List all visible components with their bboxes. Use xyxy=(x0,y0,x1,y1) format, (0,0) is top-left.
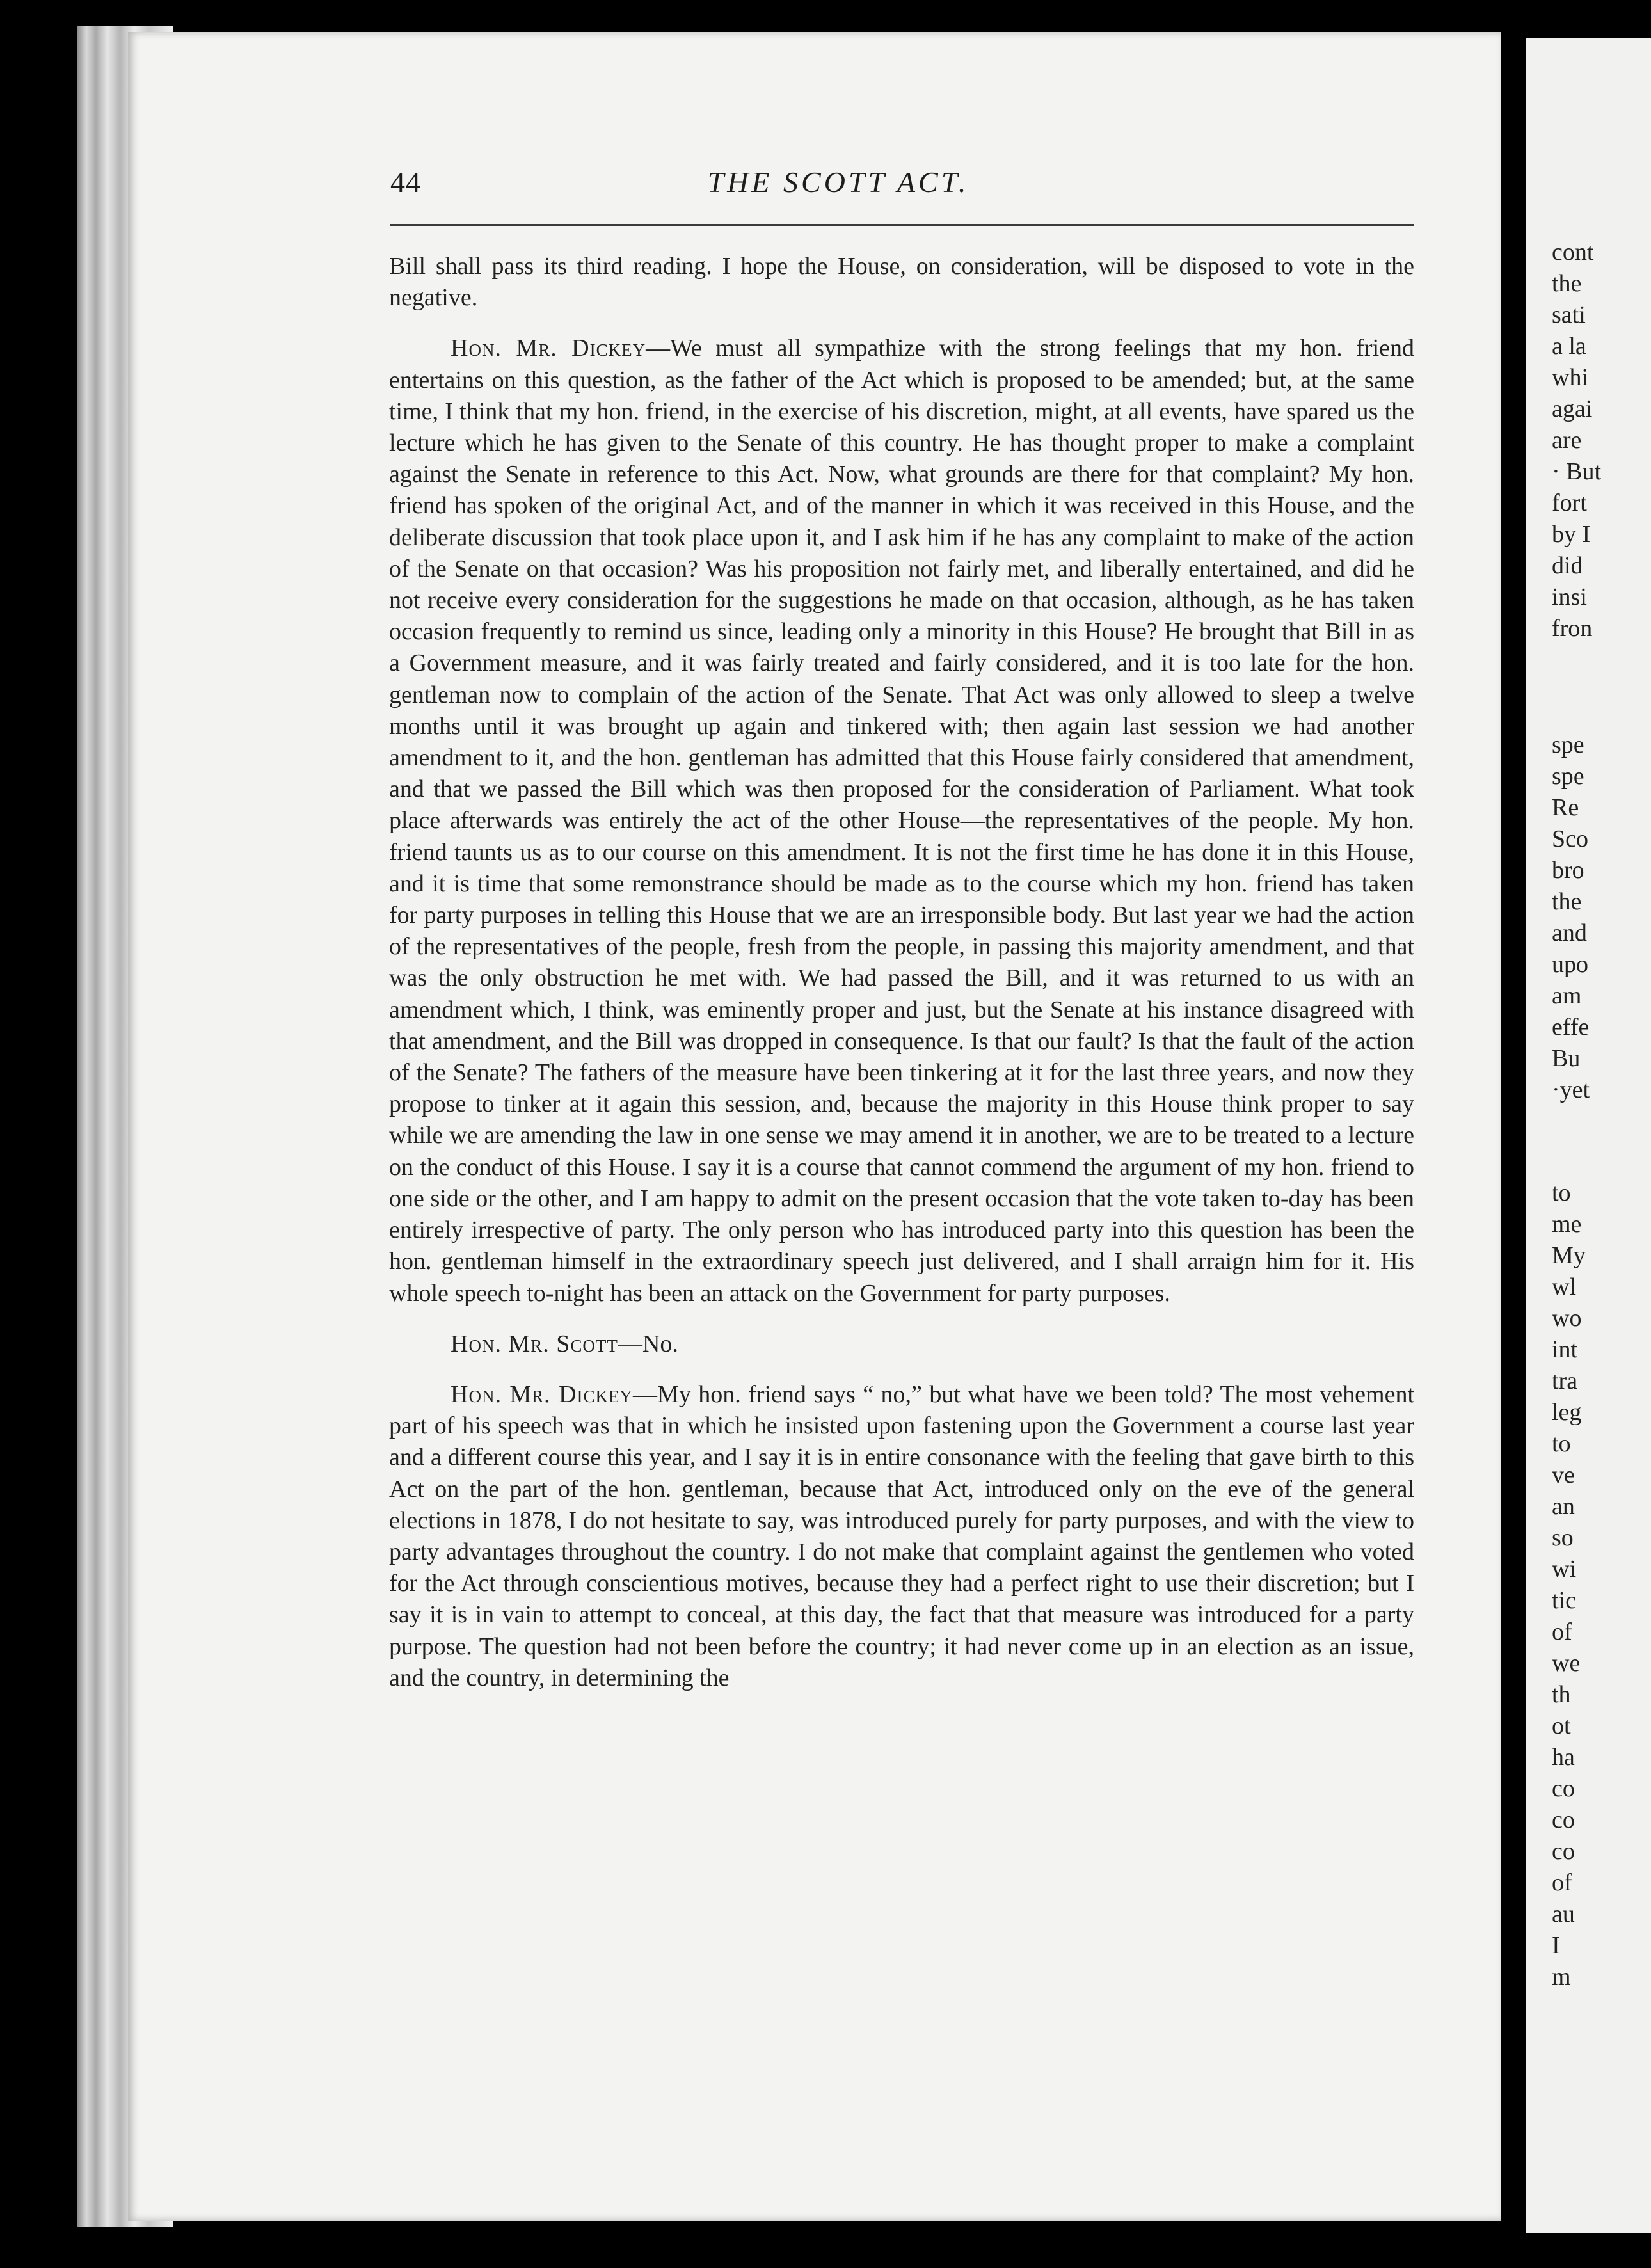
facing-page-line-fragment: My xyxy=(1552,1242,1586,1269)
facing-page-line-fragment: ha xyxy=(1552,1744,1575,1771)
paragraph-dickey-speech xyxy=(389,333,1414,1309)
facing-page-line-fragment: spe xyxy=(1552,763,1584,790)
facing-page-line-fragment: Bu xyxy=(1552,1045,1581,1072)
facing-page-edge xyxy=(1526,38,1651,2233)
body-text xyxy=(389,251,1414,1694)
facing-page-line-fragment: insi xyxy=(1552,584,1587,611)
facing-page-line-fragment: sati xyxy=(1552,301,1586,328)
facing-page-line-fragment: to xyxy=(1552,1179,1571,1206)
facing-page-line-fragment: m xyxy=(1552,1963,1571,1990)
facing-page-line-fragment: and xyxy=(1552,920,1587,946)
facing-page-line-fragment: leg xyxy=(1552,1399,1582,1426)
facing-page-line-fragment: wo xyxy=(1552,1305,1582,1332)
facing-page-line-fragment: we xyxy=(1552,1650,1581,1677)
header-rule xyxy=(390,224,1414,226)
facing-page-line-fragment: me xyxy=(1552,1211,1582,1238)
facing-page-line-fragment: wi xyxy=(1552,1556,1576,1583)
facing-page-line-fragment: · But xyxy=(1552,458,1602,485)
speaker-name: Hon. Mr. Dickey xyxy=(451,335,646,362)
facing-page-line-fragment: a la xyxy=(1552,333,1586,360)
facing-page-line-fragment: by I xyxy=(1552,521,1591,548)
facing-page-line-fragment: of xyxy=(1552,1618,1572,1645)
facing-page-line-fragment: I xyxy=(1552,1932,1560,1959)
facing-page-line-fragment: did xyxy=(1552,552,1583,579)
page-number: 44 xyxy=(390,166,421,198)
facing-page-line-fragment: am xyxy=(1552,982,1582,1009)
facing-page-line-fragment: to xyxy=(1552,1430,1571,1457)
facing-page-line-fragment: of xyxy=(1552,1869,1572,1896)
facing-page-line-fragment: Re xyxy=(1552,794,1579,821)
book-gutter xyxy=(1501,0,1526,2268)
speaker-name: Hon. Mr. Dickey xyxy=(451,1380,634,1408)
facing-page-line-fragment: spe xyxy=(1552,731,1584,758)
paragraph-dickey-rejoinder xyxy=(389,1379,1414,1694)
facing-page-line-fragment: ot xyxy=(1552,1713,1571,1739)
facing-page-line-fragment: th xyxy=(1552,1681,1571,1708)
facing-page-line-fragment: agai xyxy=(1552,395,1593,422)
running-head xyxy=(256,165,1421,210)
paragraph-continuation: Bill shall pass its third reading. I hope the House, on consideration, will be disposed to vote in the negative. xyxy=(389,253,1414,312)
speech-text: —We must all sympathize with the strong feelings that my hon. friend entertains on this question, as the father of the Act which is proposed to be amended; but, at the same time, I think that my hon. friend, in the exercise of his discretion, might, at all events, have spared us the lecture which he has given to the Senate of this country. He has thought proper to make a complaint against the Senate in reference to this Act. Now, what grounds are there for that complaint? My hon. friend has spoken of the original Act, and of the manner in which it was received in this House, and the deliberate discussion that took place upon it, and I ask him if he has any complaint to make of the action of the Senate on that occasion? Was his proposition not fairly met, and liberally entertained, and did he not receive every consideration for the suggestions he made on that occasion, although, as he has taken occasion frequently to remind us since, leading only a minority in this House? He brought that Bill in as a Government measure, and it was fairly treated and fairly considered, and it is too late for the hon. gentleman now to complain of the action of the Senate. That Act was only allowed to sleep a twelve months until it was brought up again and tinkered with; then again last session we had another amendment to it, and the hon. gentleman has admitted that this House fairly considered that amendment, and that we passed the Bill which was then proposed for the consideration of Parliament. What took place afterwards was entirely the act of the other House—the representatives of the people. My hon. friend taunts us as to our course on this amendment. It is not the first time he has done it in this House, and it is time that some remonstrance should be made as to the course which my hon. friend has taken for party purposes in telling this House that we are an irresponsible body. But last year we had the action of the representatives of the people, fresh from the people, in passing this majority amendment, and that was the only obstruction he met with. We had passed the Bill, and it was returned to us with an amendment which, I think, was eminently proper and just, but the Senate at his instance disagreed with that amendment, and the Bill was dropped in consequence. Is that our fault? Is that the fault of the action of the Senate? The fathers of the measure have been tinkering at it for the last three years, and now they propose to tinker at it again this session, and, because the majority in this House think proper to say while we are amending the law in one sense we may amend it in another, we are to be treated to a lecture on the conduct of this House. I say it is a course that cannot commend the argument of my hon. friend to one side or the other, and I am happy to admit on the present occasion that the vote taken to-day has been entirely irrespective of party. The only person who has introduced party into this question has been the hon. gentleman himself in the extraordinary speech just delivered, and I shall arraign him for it. His whole speech to-night has been an attack on the Government for party purposes. xyxy=(389,335,1414,1307)
facing-page-line-fragment: co xyxy=(1552,1838,1575,1865)
facing-page-line-fragment: bro xyxy=(1552,857,1584,884)
paragraph-scott-reply xyxy=(389,1329,1414,1360)
facing-page-line-fragment: whi xyxy=(1552,364,1588,391)
speaker-name: Hon. Mr. Scott xyxy=(451,1330,618,1357)
facing-page-line-fragment: au xyxy=(1552,1901,1575,1928)
facing-page-line-fragment: tra xyxy=(1552,1368,1578,1394)
speech-text: —No. xyxy=(618,1330,678,1357)
facing-page-line-fragment: wl xyxy=(1552,1274,1576,1300)
facing-page-line-fragment: the xyxy=(1552,888,1582,915)
facing-page-line-fragment: tic xyxy=(1552,1587,1576,1614)
facing-page-line-fragment: ·yet xyxy=(1552,1076,1590,1103)
facing-page-line-fragment: co xyxy=(1552,1807,1575,1833)
facing-page-line-fragment: fort xyxy=(1552,490,1587,516)
facing-page-line-fragment: are xyxy=(1552,427,1582,454)
facing-page-line-fragment: co xyxy=(1552,1775,1575,1802)
facing-page-line-fragment: int xyxy=(1552,1336,1578,1363)
speech-text: —My hon. friend says “ no,” but what have we been told? The most vehement part of his speech was that in which he insisted upon fastening upon the Government a course last year and a different course this year, and I say it is in entire consonance with the feeling that gave birth to this Act on the part of the hon. gentleman, because that Act, introduced only on the eve of the general elections in 1878, I do not hesitate to say, was introduced purely for party purposes, and with the view to party advantages throughout the country. I do not make that complaint against the gentlemen who voted for the Act through conscientious motives, because they had a perfect right to use their discretion; but I say it is in vain to attempt to conceal, at this day, the fact that that measure was introduced for a party purpose. The question had not been before the country; it had never come up in an election as an issue, and the country, in determining the xyxy=(389,1380,1414,1691)
facing-page-line-fragment: fron xyxy=(1552,615,1593,642)
facing-page-line-fragment: ve xyxy=(1552,1462,1575,1489)
facing-page-line-fragment: effe xyxy=(1552,1014,1590,1041)
facing-page-line-fragment: upo xyxy=(1552,951,1588,978)
facing-page-line-fragment: cont xyxy=(1552,239,1594,266)
facing-page-line-fragment: Sco xyxy=(1552,826,1588,852)
facing-page-line-fragment: the xyxy=(1552,270,1582,297)
facing-page-line-fragment: an xyxy=(1552,1493,1575,1520)
facing-page-line-fragment: so xyxy=(1552,1524,1574,1551)
page-title: THE SCOTT ACT. xyxy=(707,166,969,198)
